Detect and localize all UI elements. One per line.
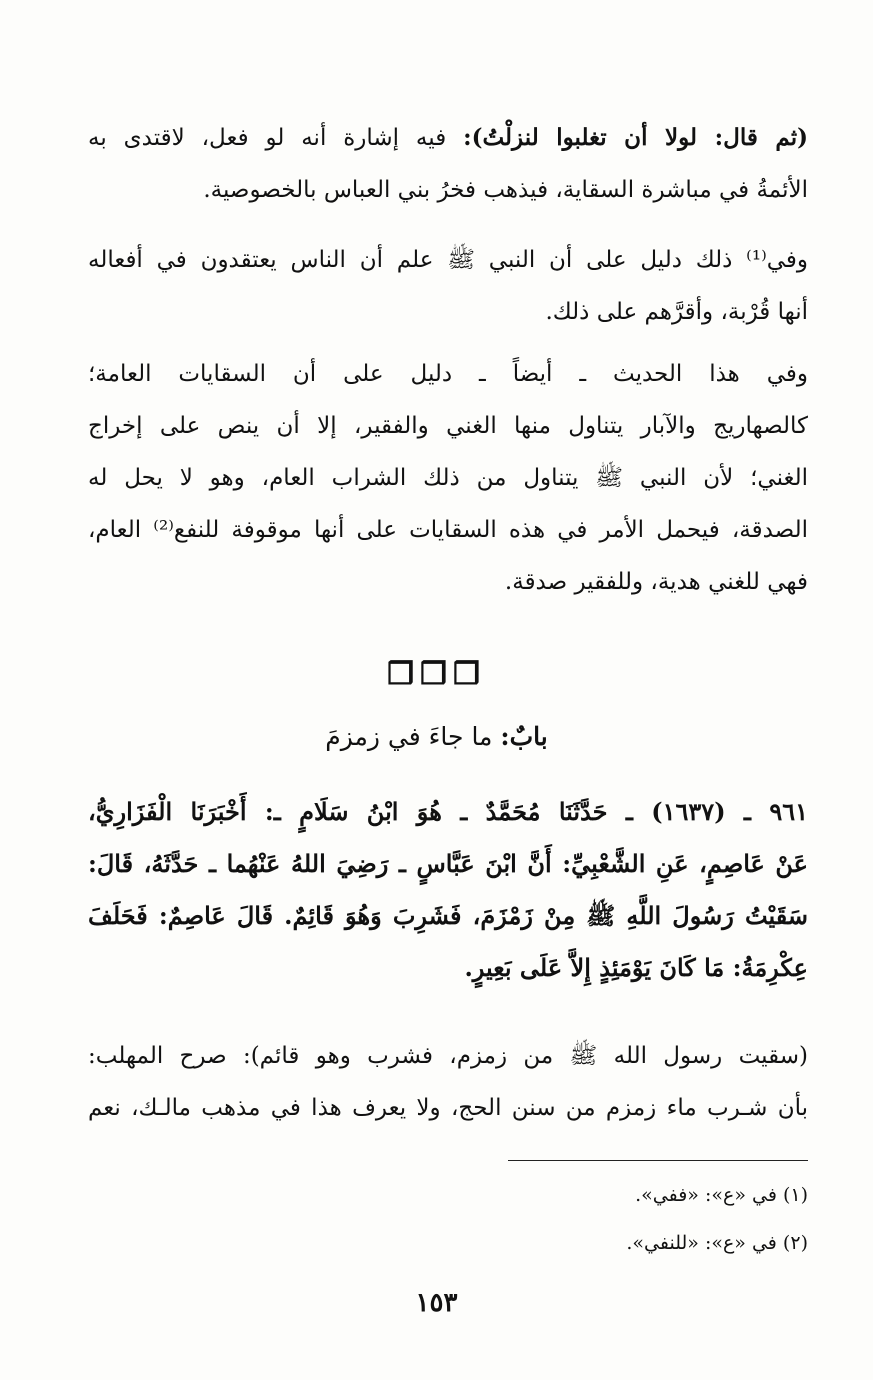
text-line: كالصهاريج والآبار يتناول منها الغني والفقير، إلا أن ينص على إخراج	[88, 413, 808, 439]
quoted-phrase: (ثم قال: لولا أن تغلبوا لنزلْتُ):	[463, 124, 809, 151]
text-line: بأن شـرب ماء زمزم من سنن الحج، ولا يعرف هذا في مذهب مالـك، نعم	[88, 1095, 808, 1121]
footnote-2: (٢) في «ع»: «للنفي».	[626, 1232, 808, 1254]
hadith-text	[88, 786, 808, 994]
text-line: عِكْرِمَةُ: مَا كَانَ يَوْمَئِذٍ إِلاَّ عَلَى بَعِيرٍ.	[464, 953, 808, 982]
text-line: أنها قُرْبة، وأقرَّهم على ذلك.	[545, 299, 808, 325]
text-line: فهي للغني هدية، وللفقير صدقة.	[504, 569, 808, 595]
text-line: عَنْ عَاصِمٍ، عَنِ الشَّعْبِيِّ: أَنَّ ابْنَ عَبَّاسٍ ـ رَضِيَ اللهُ عَنْهُما ـ حَدَّثَهُ، قَالَ:	[88, 849, 808, 878]
text-line: (سقيت رسول الله ﷺ من زمزم، فشرب وهو قائم): صرح المهلب:	[88, 1043, 808, 1069]
paragraph-commentary-4	[88, 1030, 808, 1134]
footnote-1: (١) في «ع»: «ففي».	[635, 1184, 808, 1206]
footnote-separator	[508, 1160, 808, 1161]
text-line: (ثم قال: لولا أن تغلبوا لنزلْتُ): فيه إشارة أنه لو فعل، لاقتدى به	[88, 124, 809, 151]
text-line: ٩٦١ ـ (١٦٣٧) ـ حَدَّثَنَا مُحَمَّدٌ ـ هُوَ ابْنُ سَلَامٍ ـ: أَخْبَرَنَا الْفَزَارِيُّ،	[88, 797, 808, 826]
chapter-label: بابٌ:	[500, 722, 548, 751]
text-line: الأئمةُ في مباشرة السقاية، فيذهب فخرُ بني العباس بالخصوصية.	[203, 177, 808, 203]
text-line: سَقَيْتُ رَسُولَ اللَّهِ ﷺ مِنْ زَمْزَمَ، فَشَرِبَ وَهُوَ قَائِمٌ. قَالَ عَاصِمٌ: فَحَلَفَ	[88, 901, 808, 930]
text-line: وفي هذا الحديث ـ أيضاً ـ دليل على أن السقايات العامة؛	[88, 361, 808, 387]
paragraph-commentary-1	[88, 112, 808, 216]
section-divider-ornament: ❒❒❒	[387, 657, 486, 692]
text-line: وفي⁽¹⁾ ذلك دليل على أن النبي ﷺ علم أن الناس يعتقدون في أفعاله	[88, 247, 808, 273]
paragraph-commentary-3	[88, 348, 808, 608]
page-number: ١٥٣	[415, 1288, 458, 1318]
chapter-title: ما جاءَ في زمزمَ	[325, 722, 493, 751]
text-line: الصدقة، فيحمل الأمر في هذه السقايات على أنها موقوفة للنفع⁽²⁾ العام،	[88, 517, 809, 543]
chapter-heading	[0, 722, 873, 751]
paragraph-commentary-2	[88, 234, 808, 338]
text-line: الغني؛ لأن النبي ﷺ يتناول من ذلك الشراب العام، وهو لا يحل له	[88, 465, 808, 491]
